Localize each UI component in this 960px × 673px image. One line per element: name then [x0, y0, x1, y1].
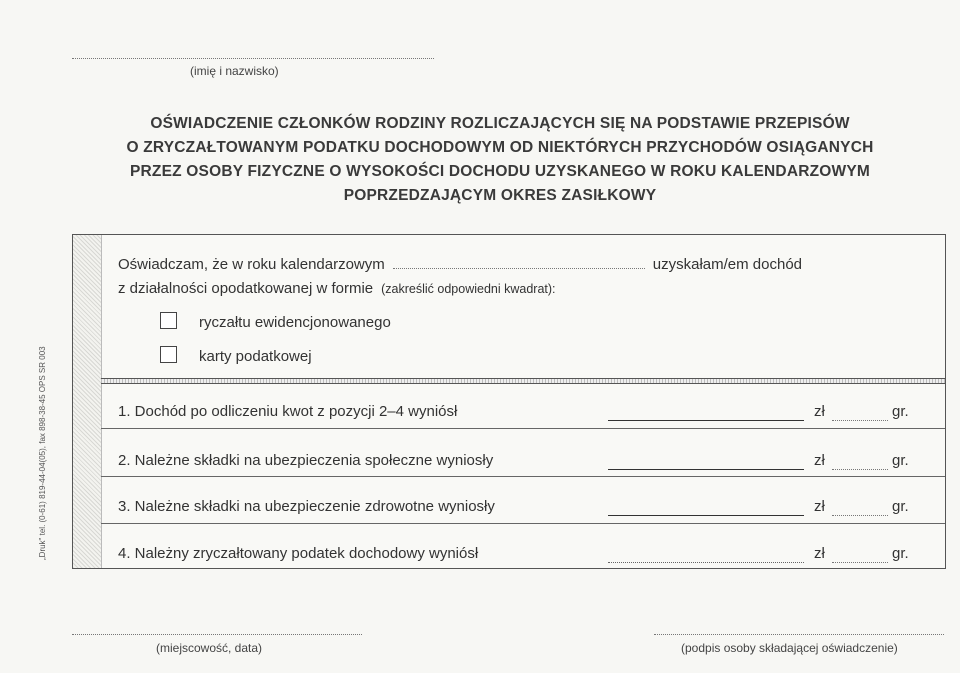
item-2-zl: zł: [814, 452, 825, 469]
name-line[interactable]: [72, 58, 434, 59]
option-ryczalt-label: ryczałtu ewidencjonowanego: [199, 314, 391, 331]
place-date-caption: (miejscowość, data): [156, 641, 263, 655]
item-1-amount-field[interactable]: [608, 410, 804, 421]
hatched-margin: [73, 235, 102, 568]
title-line-4: POPRZEDZAJĄCYM OKRES ZASIŁKOWY: [343, 187, 657, 204]
item-3-gr: gr.: [892, 498, 909, 515]
section-separator: [101, 378, 945, 384]
option-karta-label: karty podatkowej: [199, 348, 312, 365]
name-caption: (imię i nazwisko): [190, 64, 279, 78]
checkbox-ryczalt[interactable]: [160, 312, 177, 329]
form-title: [60, 112, 940, 208]
item-4-gr-field[interactable]: [832, 552, 888, 563]
item-4-gr: gr.: [892, 545, 909, 562]
option-ryczalt[interactable]: [160, 312, 391, 331]
year-field[interactable]: [393, 258, 645, 269]
item-3-zl: zł: [814, 498, 825, 515]
row-divider-1: [101, 428, 945, 429]
item-1-zl: zł: [814, 403, 825, 420]
place-date-line[interactable]: [72, 634, 362, 635]
statement-line-2: z działalności opodatkowanej w formie: [118, 280, 374, 297]
item-4-label: 4. Należny zryczałtowany podatek dochodowy wyniósł: [118, 545, 479, 562]
checkbox-karta[interactable]: [160, 346, 177, 363]
title-line-3: PRZEZ OSOBY FIZYCZNE O WYSOKOŚCI DOCHODU UZYSKANEGO W ROKU KALENDARZOWYM: [129, 163, 871, 180]
signature-caption: (podpis osoby składającej oświadczenie): [681, 641, 898, 655]
signature-line[interactable]: [654, 634, 944, 635]
title-line-2: O ZRYCZAŁTOWANYM PODATKU DOCHODOWYM OD NIEKTÓRYCH PRZYCHODÓW OSIĄGANYCH: [126, 139, 874, 156]
row-divider-2: [101, 476, 945, 477]
item-4-zl: zł: [814, 545, 825, 562]
row-divider-3: [101, 523, 945, 524]
statement-part-2: uzyskałam/em dochód: [652, 256, 803, 273]
statement-hint: (zakreślić odpowiedni kwadrat):: [381, 282, 556, 296]
item-3-gr-field[interactable]: [832, 505, 888, 516]
item-2-amount-field[interactable]: [608, 459, 804, 470]
item-3-label: 3. Należne składki na ubezpieczenie zdrowotne wyniosły: [118, 498, 495, 515]
item-2-gr: gr.: [892, 452, 909, 469]
item-3-amount-field[interactable]: [608, 505, 804, 516]
item-1-gr-field[interactable]: [832, 410, 888, 421]
item-2-label: 2. Należne składki na ubezpieczenia społeczne wyniosły: [118, 452, 494, 469]
printer-imprint: „Druk" tel. (0-61) 819-44-04(05), fax 898-38-45 OPS SR 003: [38, 346, 47, 560]
item-1-gr: gr.: [892, 403, 909, 420]
item-2-gr-field[interactable]: [832, 459, 888, 470]
statement-part-1: Oświadczam, że w roku kalendarzowym: [118, 256, 385, 273]
option-karta[interactable]: [160, 346, 312, 365]
item-4-amount-field[interactable]: [608, 552, 804, 563]
title-line-1: OŚWIADCZENIE CZŁONKÓW RODZINY ROZLICZAJĄCYCH SIĘ NA PODSTAWIE PRZEPISÓW: [150, 115, 850, 132]
item-1-label: 1. Dochód po odliczeniu kwot z pozycji 2–4 wyniósł: [118, 403, 458, 420]
